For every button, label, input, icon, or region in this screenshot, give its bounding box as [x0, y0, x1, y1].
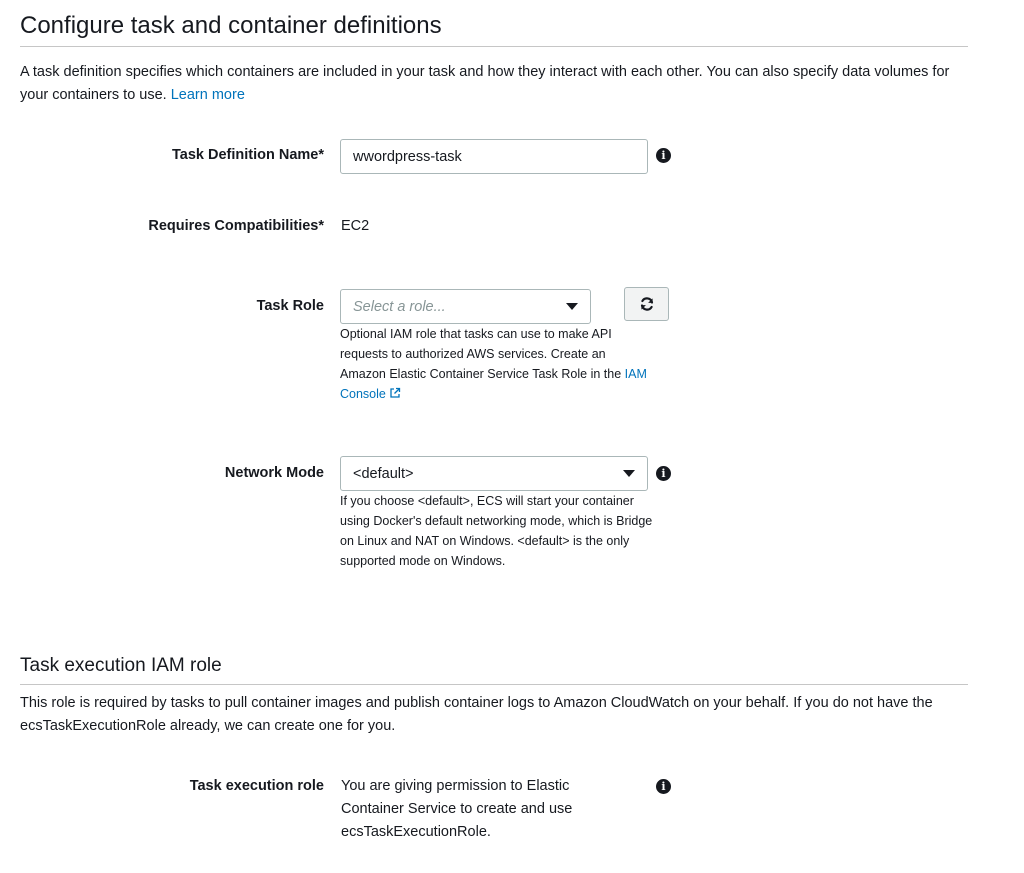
description-text: A task definition specifies which containers are included in your task and how they interact with each other. You can also specify data volumes for your containers to use. [20, 64, 950, 103]
page-title: Configure task and container definitions [20, 12, 442, 39]
caret-down-icon [623, 470, 635, 477]
task-role-help-text: Optional IAM role that tasks can use to make API requests to authorized AWS services. Create an Amazon Elastic Container Service Task Role in the [340, 327, 622, 381]
network-mode-label: Network Mode [224, 465, 324, 481]
compat-label: Requires Compatibilities* [148, 218, 324, 234]
exec-section-title: Task execution IAM role [20, 655, 222, 676]
title-divider [20, 46, 968, 47]
external-link-icon [389, 387, 401, 399]
task-exec-role-value: You are giving permission to Elastic Container Service to create and use ecsTaskExecutionRole. [341, 778, 573, 840]
caret-down-icon [566, 303, 578, 310]
exec-section-description: This role is required by tasks to pull container images and publish container logs to Amazon CloudWatch on your behalf. If you do not have the ecsTaskExecutionRole already, we can create one for you. [20, 695, 933, 734]
section-description [20, 61, 970, 107]
refresh-icon [639, 296, 655, 312]
task-exec-role-label: Task execution role [189, 778, 324, 794]
network-mode-help: If you choose <default>, ECS will start your container using Docker's default networking mode, which is Bridge on Linux and NAT on Windows. <default> is the only supported mode on Windows. [340, 494, 653, 568]
task-role-label: Task Role [256, 298, 324, 314]
network-mode-value: <default> [353, 465, 414, 482]
info-icon[interactable]: i [656, 466, 671, 481]
compat-value: EC2 [341, 218, 370, 234]
network-mode-select[interactable] [340, 456, 648, 491]
exec-divider [20, 684, 968, 685]
learn-more-link[interactable]: Learn more [170, 87, 245, 103]
info-icon[interactable]: i [656, 779, 671, 794]
task-role-help [340, 324, 652, 404]
task-role-placeholder: Select a role... [353, 298, 446, 315]
refresh-roles-button[interactable] [624, 287, 669, 321]
task-role-select[interactable] [340, 289, 591, 324]
task-def-name-label: Task Definition Name* [171, 147, 324, 163]
info-icon[interactable]: i [656, 148, 671, 163]
task-def-name-input[interactable] [340, 139, 648, 174]
iam-console-link-text: IAM Console [340, 367, 647, 401]
